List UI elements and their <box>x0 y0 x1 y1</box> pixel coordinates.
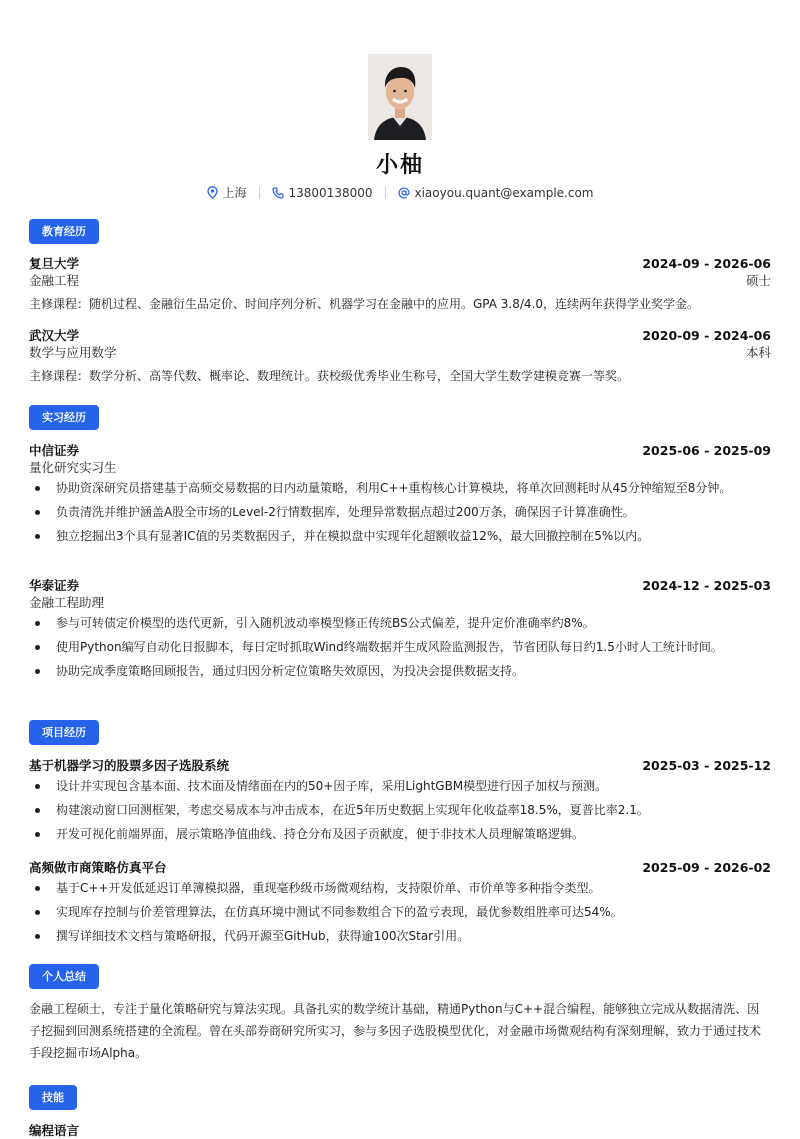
skills-first-label: 编程语言 <box>29 1123 80 1138</box>
date-range: 2025-09 - 2026-02 <box>642 860 771 875</box>
education-entry-1-sub <box>29 271 771 289</box>
project-name: 高频做市商策略仿真平台 <box>29 860 167 875</box>
date-range: 2020-09 - 2024-06 <box>642 328 771 343</box>
section-badge-summary: 个人总结 <box>29 964 99 989</box>
date-range: 2024-12 - 2025-03 <box>642 578 771 593</box>
section-badge-education: 教育经历 <box>29 219 99 244</box>
role: 量化研究实习生 <box>29 460 117 475</box>
list-item: 开发可视化前端界面，展示策略净值曲线、持仓分布及因子贡献度，便于非技术人员理解策略逻辑。 <box>29 826 771 843</box>
section-badge-skills: 技能 <box>29 1085 77 1110</box>
list-item: 设计并实现包含基本面、技术面及情绪面在内的50+因子库，采用LightGBM模型进行因子加权与预测。 <box>29 778 771 795</box>
list-item: 撰写详细技术文档与策略研报，代码开源至GitHub，获得逾100次Star引用。 <box>29 928 771 945</box>
avatar <box>368 54 432 140</box>
project-entry-1-bullets <box>29 778 771 850</box>
school-name: 复旦大学 <box>29 256 80 271</box>
contact-divider <box>259 186 260 199</box>
contact-info <box>0 184 800 201</box>
phone-text: 13800138000 <box>288 185 373 200</box>
role: 金融工程助理 <box>29 595 105 610</box>
section-badge-internship: 实习经历 <box>29 405 99 430</box>
at-sign-icon <box>398 187 410 199</box>
project-entry-2-bullets <box>29 880 771 952</box>
email-text: xiaoyou.quant@example.com <box>414 185 594 200</box>
list-item: 负责清洗并维护涵盖A股全市场的Level-2行情数据库，处理异常数据点超过200万条，确保因子计算准确性。 <box>29 504 771 521</box>
project-entry-1-header <box>29 756 771 774</box>
education-entry-2-header <box>29 326 771 344</box>
list-item: 实现库存控制与价差管理算法，在仿真环境中测试不同参数组合下的盈亏表现，最优参数组胜率可达54%。 <box>29 904 771 921</box>
location-text: 上海 <box>222 186 247 200</box>
company-name: 中信证券 <box>29 443 80 458</box>
internship-entry-1-bullets <box>29 480 771 552</box>
major: 数学与应用数学 <box>29 345 117 360</box>
company-name: 华泰证券 <box>29 578 80 593</box>
degree: 硕士 <box>745 273 771 288</box>
phone-icon <box>272 187 284 199</box>
list-item: 参与可转债定价模型的迭代更新，引入随机波动率模型修正传统BS公式偏差，提升定价准确率约8%。 <box>29 615 771 632</box>
list-item: 使用Python编写自动化日报脚本，每日定时抓取Wind终端数据并生成风险监测报告，节省团队每日约1.5小时人工统计时间。 <box>29 639 771 656</box>
summary-text: 金融工程硕士，专注于量化策略研究与算法实现。具备扎实的数学统计基础，精通Python与C++混合编程，能够独立完成从数据清洗、因子挖掘到回测系统搭建的全流程。曾在头部券商研究所实习，参与多因子选股模型优化，对金融市场微观结构有深刻理解，致力于通过技术手段挖掘市场Alpha。 <box>29 1002 762 1060</box>
date-range: 2025-03 - 2025-12 <box>642 758 771 773</box>
list-item: 独立挖掘出3个具有显著IC值的另类数据因子，并在模拟盘中实现年化超额收益12%，最大回撤控制在5%以内。 <box>29 528 771 545</box>
education-entry-1-header <box>29 254 771 272</box>
list-item: 协助完成季度策略回顾报告，通过归因分析定位策略失效原因，为投决会提供数据支持。 <box>29 663 771 680</box>
list-item: 协助资深研究员搭建基于高频交易数据的日内动量策略，利用C++重构核心计算模块，将单次回测耗时从45分钟缩短至8分钟。 <box>29 480 771 497</box>
education-entry-2-desc: 主修课程：数学分析、高等代数、概率论、数理统计。获校级优秀毕业生称号，全国大学生数学建模竞赛一等奖。 <box>29 369 630 383</box>
project-entry-2-header <box>29 858 771 876</box>
internship-entry-1-header <box>29 441 771 459</box>
internship-entry-2-role <box>29 593 771 611</box>
candidate-name: 小柚 <box>375 153 424 178</box>
school-name: 武汉大学 <box>29 328 80 343</box>
location-item <box>207 184 247 201</box>
list-item: 基于C++开发低延迟订单簿模拟器，重现毫秒级市场微观结构，支持限价单、市价单等多种指令类型。 <box>29 880 771 897</box>
internship-entry-2-bullets <box>29 615 771 687</box>
email-item[interactable] <box>398 186 594 200</box>
section-badge-projects: 项目经历 <box>29 720 99 745</box>
date-range: 2025-06 - 2025-09 <box>642 443 771 458</box>
date-range: 2024-09 - 2026-06 <box>642 256 771 271</box>
major: 金融工程 <box>29 273 80 288</box>
internship-entry-2-header <box>29 576 771 594</box>
degree: 本科 <box>745 345 771 360</box>
location-pin-icon <box>207 186 218 199</box>
contact-divider <box>385 186 386 199</box>
education-entry-1-desc: 主修课程：随机过程、金融衍生品定价、时间序列分析、机器学习在金融中的应用。GPA 3.8/4.0，连续两年获得学业奖学金。 <box>29 297 700 311</box>
education-entry-2-sub <box>29 343 771 361</box>
internship-entry-1-role <box>29 458 771 476</box>
avatar-photo-icon <box>368 54 432 140</box>
project-name: 基于机器学习的股票多因子选股系统 <box>29 758 230 773</box>
list-item: 构建滚动窗口回测框架，考虑交易成本与冲击成本，在近5年历史数据上实现年化收益率18.5%，夏普比率2.1。 <box>29 802 771 819</box>
phone-item <box>272 186 373 200</box>
